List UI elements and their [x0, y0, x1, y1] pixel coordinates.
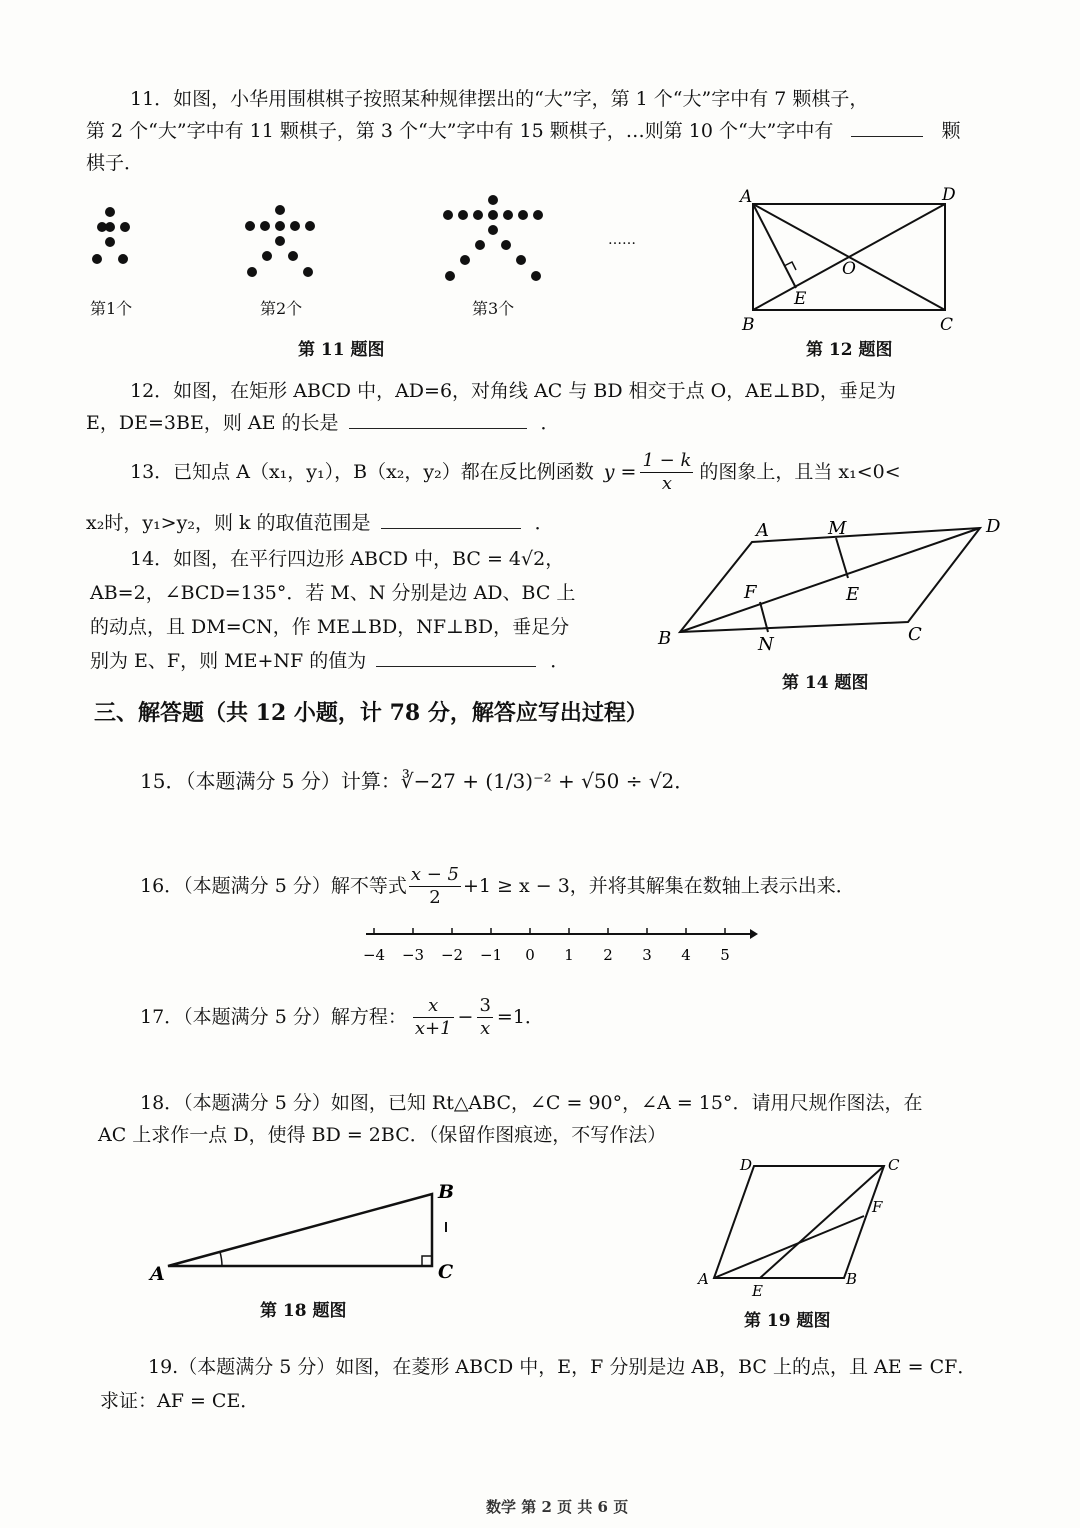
q12-point-D: D — [942, 185, 956, 205]
q17-f1-den: x+1 — [414, 1017, 452, 1039]
q16-line — [140, 858, 855, 914]
q15-text: 15．（本题满分 5 分）计算：∛−27 + (1/3)⁻² + √50 ÷ √2． — [140, 769, 695, 793]
q17-minus: − — [457, 1006, 474, 1028]
q12-point-E: E — [794, 289, 807, 309]
q12-line1: 12．如图，在矩形 ABCD 中，AD=6，对角线 AC 与 BD 相交于点 O，AE⊥BD，垂足为 — [130, 380, 896, 402]
q12-caption: 第 12 题图 — [806, 340, 893, 360]
q13-answer-blank — [381, 510, 521, 529]
section3-title: 三、解答题（共 12 小题，计 78 分，解答应写出过程） — [94, 700, 648, 726]
q11-label-3: 第3个 — [472, 299, 515, 318]
q14-point-M: M — [828, 518, 847, 539]
q14-line1: 14．如图，在平行四边形 ABCD 中，BC = 4√2， — [130, 548, 565, 570]
q11-ellipsis: …… — [608, 232, 636, 248]
q19-point-C: C — [888, 1156, 900, 1174]
q12-figure — [730, 180, 980, 340]
q16-number-line — [360, 920, 760, 970]
q12-point-C: C — [940, 315, 954, 335]
q16-tick-label: 5 — [720, 946, 730, 964]
q14-point-N: N — [758, 634, 774, 655]
stone-pattern-1 — [92, 207, 130, 264]
q13-frac-den: x — [661, 472, 672, 494]
q16-tick-label: 2 — [603, 946, 613, 964]
q18-point-B: B — [438, 1181, 455, 1203]
q11-unit: 颗 — [941, 120, 961, 142]
q19-line1: 19.（本题满分 5 分）如图，在菱形 ABCD 中，E，F 分别是边 AB，BC 上的点，且 AE = CF． — [148, 1356, 977, 1378]
q16-suffix: +1 ≥ x − 3，并将其解集在数轴上表示出来． — [463, 875, 855, 897]
q16-tick-label: −2 — [440, 946, 464, 964]
q16-prefix: 16．（本题满分 5 分）解不等式 — [140, 875, 407, 897]
q13-line1a: 13．已知点 A（x₁，y₁），B（x₂，y₂）都在反比例函数 — [130, 461, 594, 483]
q12-line2: E，DE=3BE，则 AE 的长是 ． — [86, 412, 560, 434]
q14-figure — [650, 510, 1010, 660]
q19-line2: 求证：AF = CE． — [100, 1390, 260, 1412]
q11-figure — [80, 190, 680, 300]
q14-line3: 的动点，且 DM=CN，作 ME⊥BD，NF⊥BD，垂足分 — [90, 616, 570, 638]
q14-point-E: E — [846, 584, 860, 605]
q13-fraction — [640, 450, 693, 495]
q19-point-A: A — [698, 1270, 709, 1288]
q16-tick-label: 4 — [681, 946, 691, 964]
q12-point-B: B — [742, 315, 755, 335]
q18-caption: 第 18 题图 — [260, 1301, 347, 1321]
q11-line3: 棋子． — [86, 152, 144, 174]
q17-prefix: 17．（本题满分 5 分）解方程： — [140, 1006, 407, 1028]
stone-pattern-3 — [443, 195, 543, 281]
q14-point-D: D — [986, 516, 1001, 537]
q19-figure — [690, 1150, 920, 1300]
q11-answer-blank — [851, 118, 923, 137]
q14-point-B: B — [658, 628, 672, 649]
q14-caption: 第 14 题图 — [782, 673, 869, 693]
q17-fraction-2 — [477, 995, 492, 1040]
q13-line2-text: x₂时，y₁>y₂，则 k 的取值范围是 — [86, 512, 371, 534]
q16-fraction — [409, 864, 461, 909]
q11-line1: 11．如图，小华用围棋棋子按照某种规律摆出的“大”字，第 1 个“大”字中有 7 颗棋子， — [130, 88, 869, 110]
q16-tick-label: 0 — [525, 946, 535, 964]
q14-answer-blank — [376, 648, 536, 667]
q11-line2-text: 第 2 个“大”字中有 11 颗棋子，第 3 个“大”字中有 15 颗棋子，…则第 10 个“大”字中有 — [86, 120, 834, 142]
q18-line2: AC 上求作一点 D，使得 BD = 2BC．（保留作图痕迹，不写作法） — [98, 1124, 667, 1146]
q16-frac-num: x − 5 — [410, 863, 459, 885]
q18-figure — [140, 1170, 480, 1290]
q13-y-equals: y = — [603, 461, 637, 483]
q19-point-D: D — [740, 1156, 753, 1174]
q13-line1b: 的图象上，且当 x₁<0< — [699, 461, 901, 483]
q12-answer-blank — [349, 410, 527, 429]
q13-line2: x₂时，y₁>y₂，则 k 的取值范围是 ． — [86, 512, 554, 534]
q14-point-C: C — [908, 624, 922, 645]
q18-line1: 18．（本题满分 5 分）如图，已知 Rt△ABC，∠C = 90°，∠A = 15°．请用尺规作图法，在 — [140, 1092, 923, 1114]
q16-tick-label: −3 — [401, 946, 425, 964]
stone-pattern-2 — [245, 205, 315, 277]
q12-point-O: O — [842, 259, 856, 279]
q11-line2 — [86, 118, 961, 144]
q19-point-F: F — [872, 1198, 883, 1216]
q17-f2-num: 3 — [479, 994, 491, 1016]
q13-frac-num: 1 − k — [642, 449, 692, 471]
q12-point-A: A — [740, 187, 753, 207]
q11-caption: 第 11 题图 — [298, 340, 385, 360]
q12-line2-text: E，DE=3BE，则 AE 的长是 — [86, 412, 339, 434]
page-footer: 数学 第 2 页 共 6 页 — [486, 1498, 629, 1516]
q14-line4-text: 别为 E、F，则 ME+NF 的值为 — [90, 650, 367, 672]
q16-frac-den: 2 — [429, 886, 441, 908]
q17-suffix: =1． — [496, 1006, 544, 1028]
q16-tick-label: 3 — [642, 946, 652, 964]
q16-tick-label: −1 — [479, 946, 503, 964]
q16-tick-label: −4 — [362, 946, 386, 964]
q17-line — [140, 986, 544, 1048]
q14-line4: 别为 E、F，则 ME+NF 的值为 ． — [90, 650, 570, 672]
q14-line2: AB=2，∠BCD=135°．若 M、N 分别是边 AD、BC 上 — [90, 582, 576, 604]
q17-f2-den: x — [480, 1017, 491, 1039]
q16-tick-label: 1 — [564, 946, 574, 964]
q19-point-B: B — [846, 1270, 858, 1288]
q19-point-E: E — [752, 1282, 763, 1300]
q18-point-A: A — [150, 1263, 165, 1285]
q13-line1 — [130, 446, 901, 498]
q17-fraction-1 — [413, 995, 454, 1040]
q17-f1-num: x — [413, 995, 454, 1018]
q19-caption: 第 19 题图 — [744, 1311, 831, 1331]
q14-point-F: F — [744, 582, 757, 603]
q18-point-C: C — [438, 1261, 454, 1283]
q11-label-2: 第2个 — [260, 299, 303, 318]
q11-label-1: 第1个 — [90, 299, 133, 318]
q14-point-A: A — [756, 520, 769, 541]
